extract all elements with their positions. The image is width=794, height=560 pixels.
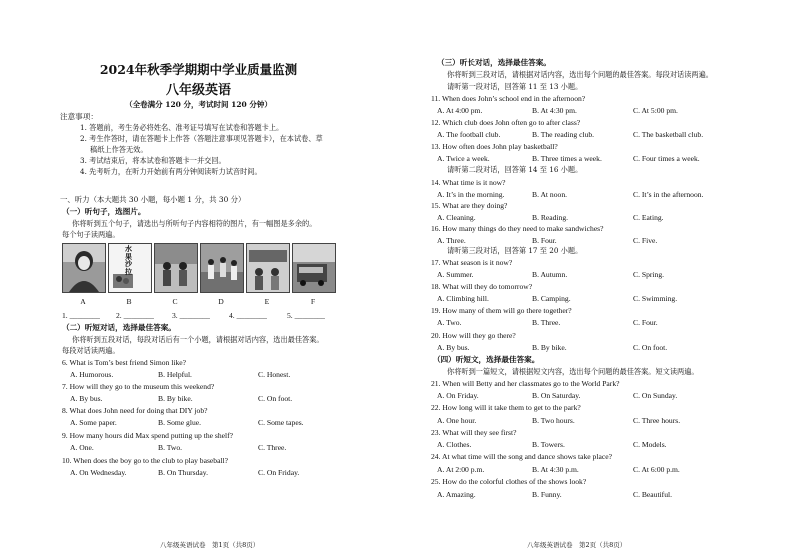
option-b: B. At noon. — [532, 190, 568, 199]
option-a: A. Twice a week. — [437, 154, 490, 163]
notice-item: 1. 答题前，考生务必将姓名、准考证号填写在试卷和答题卡上。 — [80, 123, 284, 132]
option-c: C. The basketball club. — [633, 130, 704, 139]
option-b: B. Helpful. — [158, 370, 192, 379]
option-a: A. By bus. — [70, 394, 103, 403]
part-one-heading: 一、听力（本大题共 30 小题，每小题 1 分，共 30 分） — [60, 195, 246, 204]
option-c: C. Eating. — [633, 213, 664, 222]
option-a: A. At 2:00 p.m. — [437, 465, 485, 474]
option-a: A. Cleaning. — [437, 213, 476, 222]
option-a: A. The football club. — [437, 130, 501, 139]
option-b: B. At 4:30 p.m. — [532, 465, 579, 474]
picture-c-students — [154, 243, 198, 293]
question-19: 19. How many of them will go there together? — [431, 306, 572, 315]
option-c: C. It’s in the afternoon. — [633, 190, 704, 199]
option-c: C. Beautiful. — [633, 490, 673, 499]
option-b: B. Two hours. — [532, 416, 575, 425]
section-one-heading: （一）听句子，选图片。 — [62, 207, 146, 216]
picture-b-label: 水果沙拉 — [125, 245, 132, 276]
option-c: C. On Friday. — [258, 468, 300, 477]
option-b: B. Four. — [532, 236, 557, 245]
option-c: C. Three. — [258, 443, 287, 452]
option-b: B. Two. — [158, 443, 183, 452]
picture-label-d: D — [218, 297, 224, 306]
option-b: B. By bike. — [158, 394, 193, 403]
option-c: C. At 6:00 p.m. — [633, 465, 680, 474]
question-20: 20. How will they go there? — [431, 331, 516, 340]
option-c: C. Four times a week. — [633, 154, 700, 163]
section-three-instructions: 你将听到三段对话，请根据对话内容，选出每个问题的最佳答案。每段对话读两遍。 — [447, 70, 713, 79]
option-b: B. Three times a week. — [532, 154, 602, 163]
option-c: C. Spring. — [633, 270, 665, 279]
option-b: B. Funny. — [532, 490, 562, 499]
option-b: B. Towers. — [532, 440, 565, 449]
notice-item: 稿纸上作答无效。 — [90, 145, 148, 154]
option-a: A. By bus. — [437, 343, 470, 352]
option-a: A. One. — [70, 443, 94, 452]
section-two-instructions: 每段对话读两遍。 — [62, 346, 120, 355]
question-10: 10. When does the boy go to the club to play baseball? — [62, 456, 229, 465]
option-a: A. Clothes. — [437, 440, 472, 449]
answer-blank-4: 4. ________ — [229, 311, 267, 320]
notice-heading: 注意事项： — [60, 112, 98, 121]
exam-page-2 — [397, 0, 794, 560]
picture-e-classroom — [246, 243, 290, 293]
section-three-heading: （三）听长对话，选择最佳答案。 — [437, 58, 551, 67]
question-21: 21. When will Betty and her classmates go to the World Park? — [431, 379, 620, 388]
picture-f-bus — [292, 243, 336, 293]
notice-item: 4. 先考听力，在听力开始前有两分钟阅读听力试音时间。 — [80, 167, 262, 176]
option-b: B. Three. — [532, 318, 561, 327]
picture-label-f: F — [310, 297, 316, 306]
option-a: A. Some paper. — [70, 418, 117, 427]
score-note: （全卷满分 120 分，考试时间 120 分钟） — [125, 100, 272, 109]
option-b: B. At 4:30 pm. — [532, 106, 577, 115]
dialogue-two-note: 请听第二段对话，回答第 14 至 16 小题。 — [447, 165, 583, 174]
picture-label-c: C — [172, 297, 178, 306]
question-12: 12. Which club does John often go to after class? — [431, 118, 581, 127]
option-a: A. It’s in the morning. — [437, 190, 505, 199]
page-footer: 八年级英语试卷 第1页（共8页） — [160, 541, 260, 549]
option-b: B. Reading. — [532, 213, 569, 222]
option-c: C. Honest. — [258, 370, 291, 379]
question-11: 11. When does John’s school end in the afternoon? — [431, 94, 586, 103]
picture-label-e: E — [264, 297, 270, 306]
option-a: A. Climbing hill. — [437, 294, 489, 303]
picture-b-fruit-salad — [108, 243, 152, 293]
option-a: A. On Friday. — [437, 391, 479, 400]
option-b: B. Autumn. — [532, 270, 568, 279]
picture-d-group — [200, 243, 244, 293]
option-a: A. Three. — [437, 236, 466, 245]
option-a: A. Two. — [437, 318, 462, 327]
question-15: 15. What are they doing? — [431, 201, 508, 210]
section-one-instructions: 每个句子读两遍。 — [62, 230, 120, 239]
option-b: B. On Saturday. — [532, 391, 581, 400]
question-16: 16. How many things do they need to make sandwiches? — [431, 224, 604, 233]
option-c: C. Three hours. — [633, 416, 681, 425]
dialogue-one-note: 请听第一段对话，回答第 11 至 13 小题。 — [447, 82, 583, 91]
question-17: 17. What season is it now? — [431, 258, 513, 267]
answer-blank-2: 2. ________ — [116, 311, 154, 320]
question-18: 18. What will they do tomorrow? — [431, 282, 533, 291]
question-7: 7. How will they go to the museum this weekend? — [62, 382, 215, 391]
question-25: 25. How do the colorful clothes of the shows look? — [431, 477, 587, 486]
option-b: B. By bike. — [532, 343, 567, 352]
option-a: A. Amazing. — [437, 490, 476, 499]
option-c: C. Five. — [633, 236, 658, 245]
picture-a-girl — [62, 243, 106, 293]
question-24: 24. At what time will the song and dance shows take place? — [431, 452, 612, 461]
option-b: B. Some glue. — [158, 418, 202, 427]
notice-item: 2. 考生作答时，请在答题卡上作答（答题注意事项见答题卡），在本试卷、草 — [80, 134, 323, 143]
notice-item: 3. 考试结束后，将本试卷和答题卡一并交回。 — [80, 156, 226, 165]
section-four-instructions: 你将听到一篇短文，请根据短文内容，选出每个问题的最佳答案。短文读两遍。 — [447, 367, 699, 376]
option-a: A. Summer. — [437, 270, 474, 279]
section-one-instructions: 你将听到五个句子，请选出与所听句子内容相符的图片，有一幅图是多余的。 — [72, 219, 317, 228]
question-23: 23. What will they see first? — [431, 428, 517, 437]
option-c: C. On foot. — [633, 343, 668, 352]
question-14: 14. What time is it now? — [431, 178, 506, 187]
exam-subtitle: 八年级英语 — [165, 83, 231, 98]
option-c: C. At 5:00 pm. — [633, 106, 678, 115]
section-two-instructions: 你将听到五段对话，每段对话后有一个小题，请根据对话内容，选出最佳答案。 — [72, 335, 324, 344]
option-c: C. Four. — [633, 318, 658, 327]
question-6: 6. What is Tom’s best friend Simon like? — [62, 358, 187, 367]
answer-blank-5: 5. ________ — [287, 311, 325, 320]
option-c: C. Models. — [633, 440, 667, 449]
option-a: A. One hour. — [437, 416, 477, 425]
question-13: 13. How often does John play basketball? — [431, 142, 558, 151]
exam-title: 2024年秋季学期期中学业质量监测 — [99, 62, 298, 77]
option-b: B. Camping. — [532, 294, 571, 303]
option-a: A. Humorous. — [70, 370, 114, 379]
section-four-heading: （四）听短文，选择最佳答案。 — [433, 355, 540, 364]
option-c: C. On Sunday. — [633, 391, 678, 400]
question-22: 22. How long will it take them to get to the park? — [431, 403, 581, 412]
option-c: C. On foot. — [258, 394, 293, 403]
section-two-heading: （二）听短对话，选择最佳答案。 — [62, 323, 176, 332]
question-8: 8. What does John need for doing that DIY job? — [62, 406, 208, 415]
answer-blank-3: 3. ________ — [172, 311, 210, 320]
option-b: B. The reading club. — [532, 130, 595, 139]
option-c: C. Some tapes. — [258, 418, 304, 427]
picture-label-b: B — [126, 297, 132, 306]
picture-label-a: A — [80, 297, 86, 306]
option-b: B. On Thursday. — [158, 468, 208, 477]
page-footer: 八年级英语试卷 第2页（共8页） — [527, 541, 627, 549]
option-a: A. On Wednesday. — [70, 468, 127, 477]
option-c: C. Swimming. — [633, 294, 678, 303]
option-a: A. At 4:00 pm. — [437, 106, 483, 115]
answer-blank-1: 1. ________ — [62, 311, 100, 320]
dialogue-three-note: 请听第三段对话，回答第 17 至 20 小题。 — [447, 246, 583, 255]
question-9: 9. How many hours did Max spend putting up the shelf? — [62, 431, 234, 440]
